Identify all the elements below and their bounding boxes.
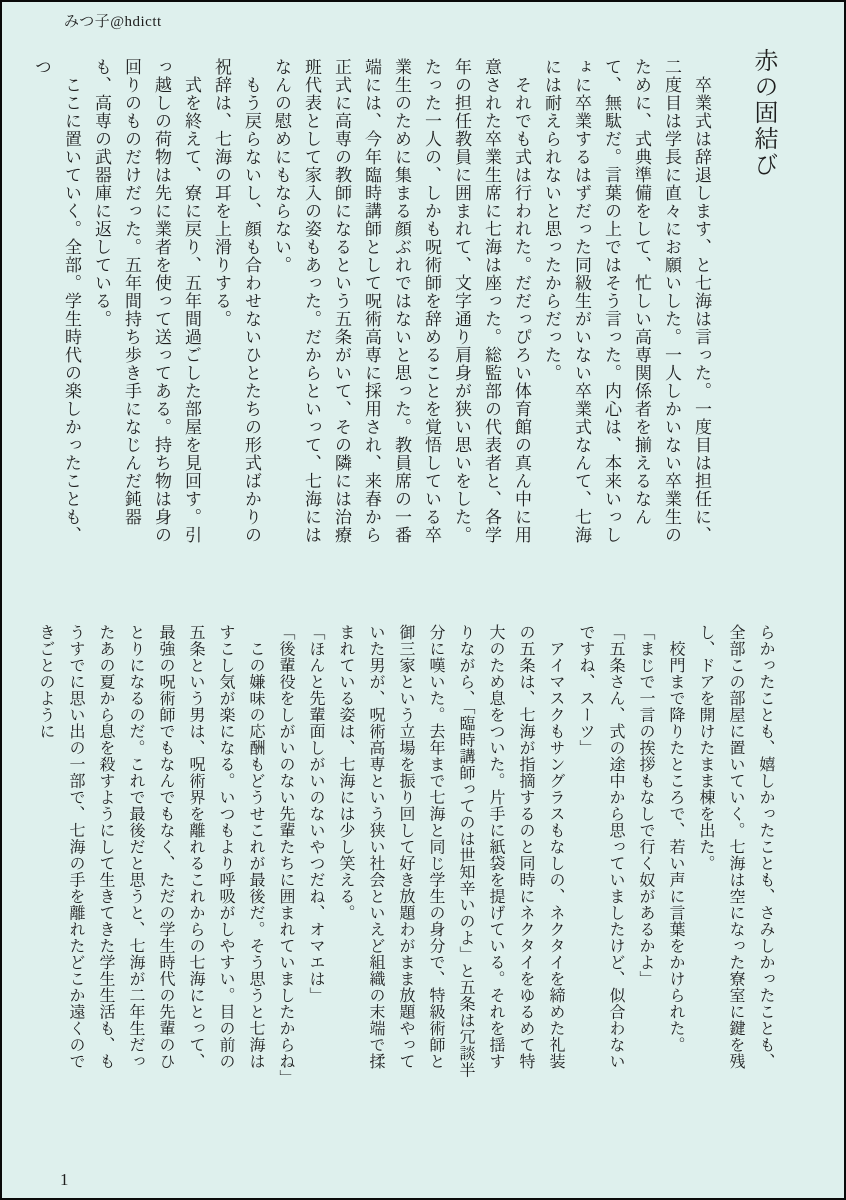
story-title: 赤の固結び <box>750 48 776 178</box>
paragraph: この嫌味の応酬もどうせこれが最後だ。そう思うと七海はすこし気が楽になる。いつもより呼吸がしやすい。目の前の五条という男は、呪術界を離れるこれからの七海にとって、最強の呪術師でもなんでもなく、ただの学生時代の先輩のひとりになるのだ。これで最後だと思うと、七海が二年生だったあの夏から息を殺すようにして生きてきた学生生活も、もうすでに思い出の一部で、七海の手を離れたどこか遠くのできごとのように <box>37 624 264 1070</box>
paragraph: もう戻らないし、顔も合わせないひとたちの形式ばかりの祝辞は、七海の耳を上滑りする。 <box>212 58 261 544</box>
paragraph: 校門まで降りたところで、若い声に言葉をかけられた。 <box>667 624 684 1053</box>
paragraph: 「ほんと先輩面しがいのないやつだね、オマエは」 <box>307 624 324 1004</box>
paragraph: 「まじで一言の挨拶もなしで行く奴があるかよ」 <box>637 624 654 987</box>
upper-paragraphs <box>26 48 716 558</box>
paragraph: 「五条さん、式の途中から思っていましたけど、似合わないですね、スーツ」 <box>577 624 624 1070</box>
page-number: 1 <box>60 1170 69 1189</box>
lower-text-block <box>30 614 780 1088</box>
paragraph: 式を終えて、寮に戻り、五年間過ごした部屋を見回す。引っ越しの荷物は先に業者を使って送ってある。持ち物は身の回りのものだけだった。五年間持ち歩き手になじんだ鈍器も、高専の武器庫に返している。 <box>92 58 201 544</box>
paragraph: 「後輩役をしがいのない先輩たちに囲まれていましたからね」 <box>277 624 294 1086</box>
author-credit: みつ子@hdictt <box>64 14 162 30</box>
paragraph: らかったことも、嬉しかったことも、さみしかったことも、全部この部屋に置いていく。七海は空になった寮室に鍵を残し、ドアを開けたまま棟を出た。 <box>697 624 774 1070</box>
paragraph: ここに置いていく。全部。学生時代の楽しかったことも、つ <box>32 58 81 544</box>
paragraph: 卒業式は辞退します、と七海は言った。一度目は担任に、二度目は学長に直々にお願いした。一人しかいない卒業生のために、式典準備をして、忙しい高専関係者を揃えるなんて、無駄だ。言葉の上ではそう言った。内心は、本来いっしょに卒業するはずだった同級生がいない卒業式なんて、七海には耐えられないと思ったからだった。 <box>542 58 711 544</box>
lower-paragraphs <box>30 614 780 1086</box>
paragraph: アイマスクもサングラスもなしの、ネクタイを締めた礼装の五条は、七海が指摘するのと同時にネクタイをゆるめて特大のため息をついた。片手に紙袋を提げている。それを揺すりながら、「臨時講師ってのは世知辛いのよ」と五条は冗談半分に嘆いた。去年まで七海と同じ学生の身分で、特級術師と御三家という立場を振り回して好き放題わがまま放題やっていた男が、呪術高専という狭い社会といえど組織の末端で揉まれている姿は、七海には少し笑える。 <box>337 624 564 1078</box>
upper-text-block <box>26 48 780 568</box>
paragraph: それでも式は行われた。だだっぴろい体育館の真ん中に用意された卒業生席に七海は座った。総監部の代表者と、各学年の担任教員に囲まれて、文字通り肩身が狭い思いをした。たった一人の、しかも呪術師を辞めることを覚悟している卒業生のために集まる顔ぶれではないと思った。教員席の一番端には、今年臨時講師として呪術高専に採用され、来春から正式に高専の教師になるという五条がいて、その隣には治療班代表として家入の姿もあった。だからといって、七海にはなんの慰めにもならない。 <box>272 58 531 544</box>
